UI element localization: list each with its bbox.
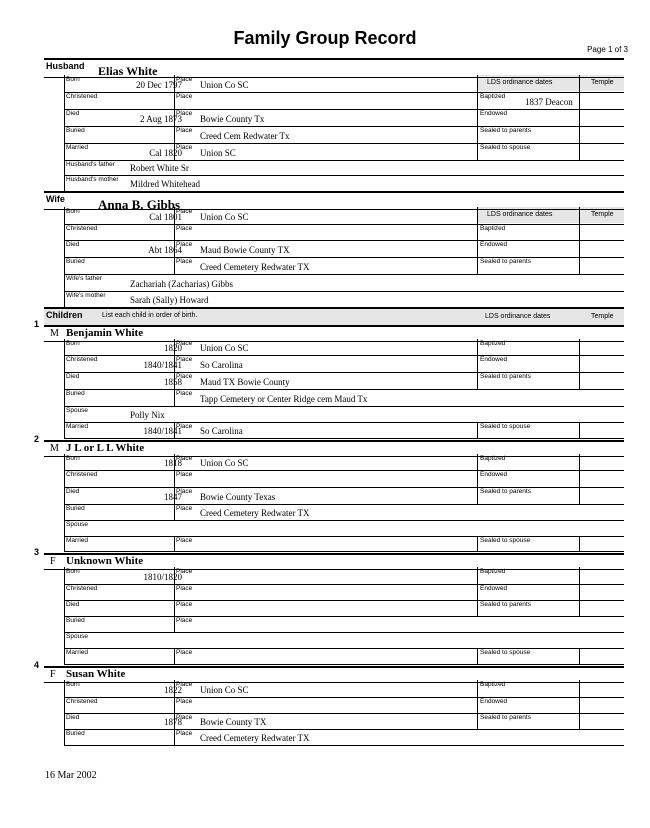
child-born-place-label: Place — [176, 568, 193, 575]
wife-died-value: Abt 1864 — [148, 245, 182, 255]
column-divider — [477, 487, 478, 504]
child-sex: F — [50, 669, 56, 680]
child-married-ordinance-label: Sealed to spouse — [480, 649, 531, 656]
child-born-place-label: Place — [176, 340, 193, 347]
husband-header-name: Elias White — [98, 64, 158, 78]
child-married-place-value: So Carolina — [200, 426, 243, 436]
child-born-label: Born — [66, 681, 80, 688]
child-married-ordinance-label: Sealed to spouse — [480, 423, 531, 430]
child-buried-place-label: Place — [176, 505, 193, 512]
document-title: Family Group Record — [233, 28, 417, 48]
column-divider — [174, 729, 175, 745]
child-married — [64, 648, 624, 665]
child-number: 4 — [34, 660, 40, 670]
child-died-place-label: Place — [176, 601, 193, 608]
lds-ordinance-header: LDS ordinance dates — [487, 211, 553, 218]
child-number: 1 — [34, 319, 40, 329]
wifes-mother-value: Sarah (Sally) Howard — [130, 295, 209, 305]
child-buried — [64, 616, 624, 633]
wife-born-label: Born — [66, 208, 80, 215]
column-divider — [477, 240, 478, 257]
child-christened-label: Christened — [66, 698, 98, 705]
child-died-value: 1878 — [164, 717, 182, 727]
child-died-place-value: Bowie County TX — [200, 717, 267, 727]
husbands-mother — [64, 175, 624, 192]
column-divider — [477, 75, 478, 92]
child-died — [64, 372, 624, 390]
column-divider — [477, 92, 478, 109]
column-divider — [579, 487, 580, 504]
column-divider — [174, 504, 175, 520]
column-divider — [174, 422, 175, 438]
column-divider — [174, 600, 175, 616]
child-married-label: Married — [66, 649, 89, 656]
column-divider — [579, 697, 580, 713]
wife-born-value: Cal 1801 — [149, 212, 182, 222]
wife-christened-place-label: Place — [176, 225, 193, 232]
column-divider — [579, 207, 580, 224]
child-spouse — [64, 406, 624, 423]
husband-buried-place-value: Creed Cem Redwater Tx — [200, 131, 290, 141]
column-divider — [174, 372, 175, 389]
column-divider — [174, 487, 175, 504]
column-divider — [477, 697, 478, 713]
child-born-value: 1818 — [164, 458, 182, 468]
column-divider — [477, 536, 478, 551]
column-divider — [477, 584, 478, 600]
column-divider — [477, 713, 478, 729]
child-spouse — [64, 632, 624, 649]
column-divider — [477, 422, 478, 438]
column-divider — [477, 109, 478, 126]
child-buried — [64, 504, 624, 521]
child-buried-place-label: Place — [176, 730, 193, 737]
child-christened — [64, 470, 624, 488]
husband-died-value: 2 Aug 1873 — [139, 114, 182, 124]
child-name: J L or L L White — [66, 442, 145, 454]
column-divider — [174, 697, 175, 713]
wife-born — [64, 207, 624, 225]
child-sex: M — [50, 328, 59, 339]
child-married — [64, 422, 624, 439]
child-died-place-value: Bowie County Texas — [200, 492, 276, 502]
child-christened-place-value: So Carolina — [200, 360, 243, 370]
husband-christened-place-label: Place — [176, 93, 193, 100]
child-christened-place-label: Place — [176, 585, 193, 592]
child-christened-place-label: Place — [176, 471, 193, 478]
husband-married-place-label: Place — [176, 144, 193, 151]
column-divider — [174, 536, 175, 551]
page-number: Page 1 of 3 — [587, 45, 628, 54]
lds-ordinance-header: LDS ordinance dates — [485, 313, 551, 320]
column-divider — [477, 224, 478, 240]
print-date: 16 Mar 2002 — [45, 770, 97, 781]
husband-header-label: Husband — [46, 61, 85, 71]
child-died-place-label: Place — [176, 714, 193, 721]
child-christened-ordinance-label: Endowed — [480, 471, 508, 478]
section-left-border — [64, 567, 65, 664]
husband-died-ordinance-label: Endowed — [480, 110, 508, 117]
wife-buried-place-label: Place — [176, 258, 193, 265]
husbands-father — [64, 160, 624, 176]
column-divider — [579, 536, 580, 551]
wifes-father — [64, 274, 624, 292]
child-number: 2 — [34, 434, 40, 444]
child-married-place-label: Place — [176, 649, 193, 656]
child-buried-label: Buried — [66, 617, 85, 624]
column-divider — [174, 355, 175, 372]
children-note: List each child in order of birth. — [102, 312, 198, 319]
child-christened — [64, 584, 624, 601]
child-spouse-value: Polly Nix — [130, 410, 165, 420]
column-divider — [174, 92, 175, 109]
child-died-ordinance-label: Sealed to parents — [480, 488, 531, 495]
column-divider — [174, 224, 175, 240]
husband-christened — [64, 92, 624, 110]
child-born — [64, 454, 624, 471]
child-married-label: Married — [66, 537, 89, 544]
wife-header-label: Wife — [46, 194, 65, 204]
husband-buried — [64, 126, 624, 144]
child-christened-place-label: Place — [176, 698, 193, 705]
child-born-ordinance-label: Baptized — [480, 681, 506, 688]
child-christened-label: Christened — [66, 471, 98, 478]
column-divider — [477, 454, 478, 470]
child-buried — [64, 729, 624, 746]
husband-born-place-value: Union Co SC — [200, 80, 249, 90]
child-spouse — [64, 520, 624, 537]
column-divider — [579, 567, 580, 584]
husbands-mother-label: Husband's mother — [66, 176, 119, 183]
column-divider — [477, 355, 478, 372]
child-born-ordinance-label: Baptized — [480, 455, 506, 462]
child-born-value: 1810/1820 — [143, 572, 182, 582]
child-sex: F — [50, 556, 56, 567]
child-born — [64, 567, 624, 585]
husband-christened-ordinance-value: 1837 Deacon — [525, 97, 573, 107]
child-spouse-label: Spouse — [66, 407, 89, 414]
column-divider — [579, 240, 580, 257]
child-born-place-value: Union Co SC — [200, 458, 249, 468]
wife-buried-ordinance-label: Sealed to parents — [480, 258, 531, 265]
husband-married — [64, 143, 624, 161]
husbands-father-label: Husband's father — [66, 161, 115, 168]
wife-christened — [64, 224, 624, 241]
column-divider — [579, 680, 580, 697]
child-died-place-value: Maud TX Bowie County — [200, 377, 290, 387]
column-divider — [579, 339, 580, 355]
child-died-ordinance-label: Sealed to parents — [480, 601, 531, 608]
husband-died-label: Died — [66, 110, 80, 117]
column-divider — [477, 143, 478, 160]
child-married-place-label: Place — [176, 423, 193, 430]
column-divider — [174, 143, 175, 160]
husband-buried-label: Buried — [66, 127, 85, 134]
child-buried-place-label: Place — [176, 390, 193, 397]
child-born-value: 1820 — [164, 343, 182, 353]
child-name: Susan White — [66, 668, 126, 680]
column-divider — [579, 648, 580, 664]
wife-born-place-label: Place — [176, 208, 193, 215]
column-divider — [579, 126, 580, 143]
child-christened-label: Christened — [66, 356, 98, 363]
column-divider — [174, 339, 175, 355]
wife-buried-place-value: Creed Cemetery Redwater TX — [200, 262, 310, 272]
lds-ordinance-header: LDS ordinance dates — [487, 79, 553, 86]
column-divider — [174, 616, 175, 632]
section-left-border — [64, 75, 65, 191]
child-born — [64, 680, 624, 698]
column-divider — [174, 389, 175, 406]
husband-christened-ordinance-label: Baptized — [480, 93, 506, 100]
child-died — [64, 600, 624, 617]
wife-christened-ordinance-label: Baptized — [480, 225, 506, 232]
husband-born-label: Born — [66, 76, 80, 83]
wife-died — [64, 240, 624, 258]
husband-married-label: Married — [66, 144, 89, 151]
husbands-father-value: Robert White Sr — [130, 163, 189, 173]
child-married-place-label: Place — [176, 537, 193, 544]
child-married — [64, 536, 624, 552]
child-buried-label: Buried — [66, 730, 85, 737]
child-died-label: Died — [66, 488, 80, 495]
column-divider — [477, 648, 478, 664]
child-christened-ordinance-label: Endowed — [480, 585, 508, 592]
child-died — [64, 713, 624, 730]
wifes-father-label: Wife's father — [66, 275, 102, 282]
child-born-value: 1822 — [164, 685, 182, 695]
child-married-value: 1840/1841 — [143, 426, 182, 436]
wife-died-place-label: Place — [176, 241, 193, 248]
child-christened-value: 1840/1841 — [143, 360, 182, 370]
child-name: Unknown White — [66, 555, 144, 567]
child-christened-place-label: Place — [176, 356, 193, 363]
column-divider — [579, 454, 580, 470]
column-divider — [477, 600, 478, 616]
husband-died-place-value: Bowie County Tx — [200, 114, 265, 124]
wife-born-place-value: Union Co SC — [200, 212, 249, 222]
child-christened-ordinance-label: Endowed — [480, 356, 508, 363]
child-born-label: Born — [66, 568, 80, 575]
husband-born-place-label: Place — [176, 76, 193, 83]
child-died-label: Died — [66, 714, 80, 721]
husband-born — [64, 75, 624, 93]
wife-died-place-value: Maud Bowie County TX — [200, 245, 290, 255]
column-divider — [579, 257, 580, 274]
column-divider — [174, 648, 175, 664]
child-died-value: 1858 — [164, 377, 182, 387]
wifes-father-value: Zachariah (Zacharias) Gibbs — [130, 279, 233, 289]
children-header-label: Children — [46, 310, 83, 320]
column-divider — [477, 567, 478, 584]
child-born-ordinance-label: Baptized — [480, 340, 506, 347]
column-divider — [477, 372, 478, 389]
column-divider — [174, 470, 175, 487]
child-born-place-value: Union Co SC — [200, 685, 249, 695]
column-divider — [477, 257, 478, 274]
child-name: Benjamin White — [66, 327, 144, 339]
column-divider — [579, 372, 580, 389]
husband-married-ordinance-label: Sealed to spouse — [480, 144, 531, 151]
child-buried-label: Buried — [66, 505, 85, 512]
column-divider — [579, 470, 580, 487]
column-divider — [174, 75, 175, 92]
column-divider — [174, 454, 175, 470]
section-left-border — [64, 680, 65, 745]
child-spouse-label: Spouse — [66, 521, 89, 528]
child-died-ordinance-label: Sealed to parents — [480, 714, 531, 721]
column-divider — [579, 600, 580, 616]
husband-died — [64, 109, 624, 127]
section-left-border — [64, 454, 65, 551]
child-married-ordinance-label: Sealed to spouse — [480, 537, 531, 544]
wife-christened-label: Christened — [66, 225, 98, 232]
husband-born-value: 20 Dec 1797 — [136, 80, 182, 90]
wife-buried — [64, 257, 624, 275]
temple-header: Temple — [591, 211, 614, 218]
husband-buried-place-label: Place — [176, 127, 193, 134]
child-buried — [64, 389, 624, 407]
child-died-ordinance-label: Sealed to parents — [480, 373, 531, 380]
child-christened — [64, 355, 624, 373]
child-christened-label: Christened — [66, 585, 98, 592]
child-born — [64, 339, 624, 356]
column-divider — [579, 75, 580, 92]
child-born-place-label: Place — [176, 681, 193, 688]
column-divider — [579, 224, 580, 240]
child-died-label: Died — [66, 601, 80, 608]
wife-header-name: Anna B. Gibbs — [98, 197, 181, 212]
husbands-mother-value: Mildred Whitehead — [130, 179, 201, 189]
child-died-label: Died — [66, 373, 80, 380]
child-christened-ordinance-label: Endowed — [480, 698, 508, 705]
husband-buried-ordinance-label: Sealed to parents — [480, 127, 531, 134]
column-divider — [477, 680, 478, 697]
column-divider — [579, 584, 580, 600]
child-born-label: Born — [66, 340, 80, 347]
wife-died-ordinance-label: Endowed — [480, 241, 508, 248]
husband-married-value: Cal 1820 — [149, 148, 182, 158]
temple-header: Temple — [591, 313, 614, 320]
child-born-place-label: Place — [176, 455, 193, 462]
wife-died-label: Died — [66, 241, 80, 248]
child-number: 3 — [34, 547, 40, 557]
child-died — [64, 487, 624, 505]
husband-christened-label: Christened — [66, 93, 98, 100]
wifes-mother-label: Wife's mother — [66, 292, 106, 299]
section-left-border — [64, 207, 65, 307]
child-christened — [64, 697, 624, 714]
child-died-place-label: Place — [176, 488, 193, 495]
column-divider — [579, 143, 580, 160]
husband-married-place-value: Union SC — [200, 148, 236, 158]
column-divider — [174, 584, 175, 600]
child-married-label: Married — [66, 423, 89, 430]
child-born-place-value: Union Co SC — [200, 343, 249, 353]
child-buried-place-label: Place — [176, 617, 193, 624]
child-died-value: 1847 — [164, 492, 182, 502]
child-born-label: Born — [66, 455, 80, 462]
child-buried-place-value: Creed Cemetery Redwater TX — [200, 733, 310, 743]
temple-header: Temple — [591, 79, 614, 86]
wifes-mother — [64, 291, 624, 308]
wife-buried-label: Buried — [66, 258, 85, 265]
child-buried-place-value: Tapp Cemetery or Center Ridge cem Maud Tx — [200, 394, 368, 404]
column-divider — [579, 92, 580, 109]
child-sex: M — [50, 443, 59, 454]
child-buried-place-value: Creed Cemetery Redwater TX — [200, 508, 310, 518]
column-divider — [579, 355, 580, 372]
column-divider — [174, 680, 175, 697]
child-born-ordinance-label: Baptized — [480, 568, 506, 575]
column-divider — [174, 240, 175, 257]
column-divider — [579, 713, 580, 729]
column-divider — [579, 109, 580, 126]
column-divider — [477, 207, 478, 224]
column-divider — [174, 109, 175, 126]
column-divider — [174, 126, 175, 143]
column-divider — [174, 713, 175, 729]
child-died-place-label: Place — [176, 373, 193, 380]
column-divider — [477, 126, 478, 143]
child-spouse-label: Spouse — [66, 633, 89, 640]
column-divider — [174, 567, 175, 584]
children-header — [44, 307, 624, 326]
column-divider — [477, 339, 478, 355]
column-divider — [174, 257, 175, 274]
section-left-border — [64, 339, 65, 438]
column-divider — [579, 422, 580, 438]
husband-died-place-label: Place — [176, 110, 193, 117]
column-divider — [174, 207, 175, 224]
child-buried-label: Buried — [66, 390, 85, 397]
column-divider — [477, 470, 478, 487]
